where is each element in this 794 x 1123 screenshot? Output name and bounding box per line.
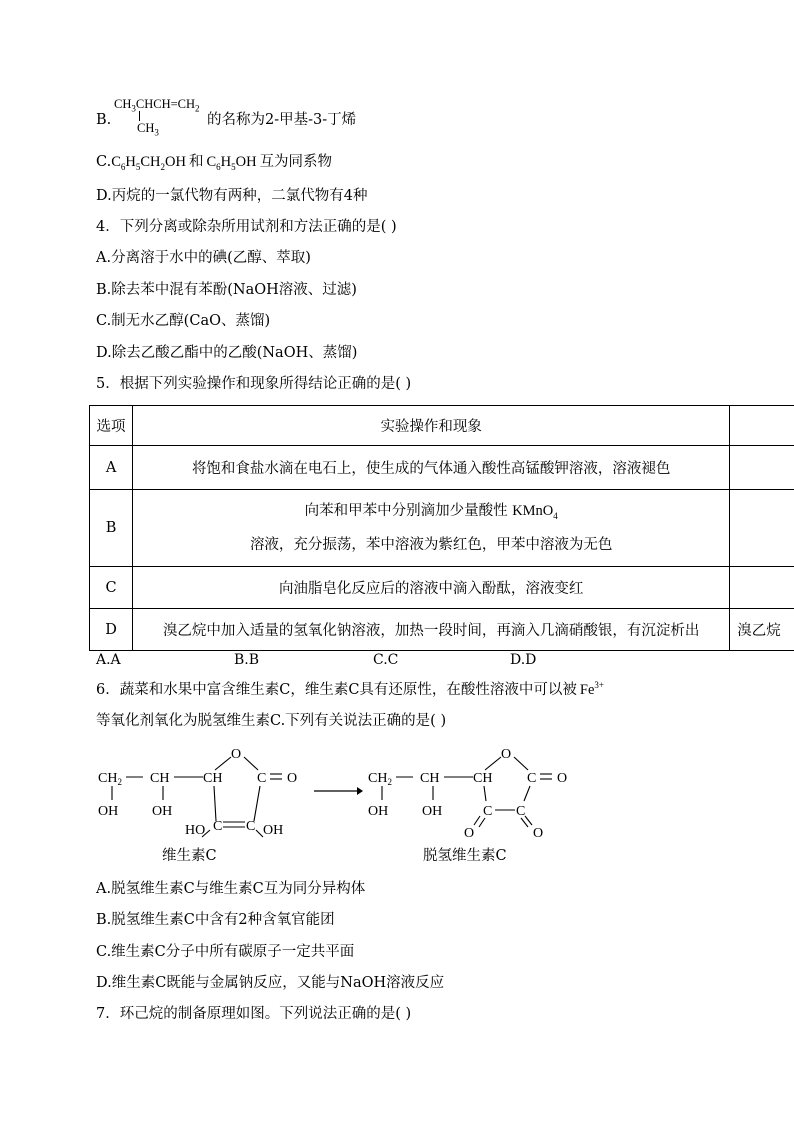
table-header-row: [90, 406, 794, 446]
atom-oh: OH: [152, 804, 173, 819]
q7-stem: 7．环己烷的制备原理如图。下列说法正确的是( ): [96, 1006, 412, 1022]
atom-ch: CH: [473, 771, 493, 786]
atom-o: O: [231, 747, 242, 762]
q6-option-a: A.脱氢维生素C与维生素C互为同分异构体: [96, 881, 366, 897]
q4-option-d: D.除去乙酸乙酯中的乙酸(NaOH、蒸馏): [96, 345, 358, 361]
atom-o: O: [287, 771, 298, 786]
atom-c: C: [246, 819, 256, 834]
q3-option-b-text: 的名称为2-甲基-3-丁烯: [207, 112, 357, 128]
structure-top: $CH_3CHCH=CH_2$: [114, 97, 200, 114]
q6-stem-1: 6．蔬菜和水果中富含维生素C，维生素C具有还原性，在酸性溶液中可以被 $Fe^{3+}$: [96, 680, 604, 698]
q3-option-b-structure: [114, 97, 200, 138]
structure-bottom: $CH_3$: [137, 121, 159, 138]
q3-option-b: [96, 110, 111, 130]
atom-ch: CH: [420, 771, 440, 786]
atom-ch: CH: [203, 771, 223, 786]
q5-answer-c: C.C: [373, 652, 399, 668]
vitamin-c-oh: OH: [263, 823, 284, 838]
q6-stem-2: 等氧化剂氧化为脱氢维生素C.下列有关说法正确的是( ): [96, 713, 447, 729]
q6-option-d: D.维生素C既能与金属钠反应，又能与NaOH溶液反应: [96, 975, 445, 991]
q4-option-a: A.分离溶于水中的碘(乙醇、萃取): [96, 250, 311, 266]
q5-answer-b: B.B: [234, 652, 260, 668]
dehydro-vitamin-c-structure: [360, 740, 590, 850]
table-row: B 向苯和甲苯中分别滴加少量酸性 KMnO$_4$ 溶液，充分振荡，苯中溶液为紫红色，甲苯中溶液为无色: [90, 490, 794, 567]
header-extra: [730, 406, 794, 446]
q4-stem: 4．下列分离或除杂所用试剂和方法正确的是( ): [96, 219, 397, 235]
q5-answer-a: A.A: [96, 652, 121, 668]
atom-o: O: [557, 771, 568, 786]
table-row: C 向油脂皂化反应后的溶液中滴入酚酞，溶液变红: [90, 567, 794, 609]
q4-option-b: B.除去苯中混有苯酚(NaOH溶液、过滤): [96, 282, 357, 298]
q5-table: [89, 405, 794, 651]
header-option: 选项: [90, 406, 133, 446]
q3-option-c: $C.C_6H_5CH_2OH$ 和 $C_6H_5OH$ 互为同系物: [96, 154, 333, 172]
atom-ch2: $CH_2$: [98, 771, 122, 787]
atom-c: C: [516, 804, 526, 819]
atom-c: C: [527, 771, 537, 786]
reaction-arrow-icon: [313, 785, 363, 797]
header-operation: 实验操作和现象: [133, 406, 730, 446]
atom-c: C: [483, 804, 493, 819]
table-row: D 溴乙烷中加入适量的氢氧化钠溶液，加热一段时间，再滴入几滴硝酸银，有沉淀析出 溴乙烷: [90, 609, 794, 651]
ion-fe3: $Fe^{3+}$: [579, 680, 604, 698]
q5-stem: 5．根据下列实验操作和现象所得结论正确的是( ): [96, 376, 412, 392]
formula-phenol: $C_6H_5OH$: [206, 154, 257, 172]
vitamin-c-label: 维生素C: [162, 848, 217, 864]
structure-bond: [139, 111, 140, 121]
atom-oh: OH: [422, 804, 443, 819]
atom-c: C: [213, 819, 223, 834]
q3-option-d: D.丙烷的一氯代物有两种，二氯代物有4种: [96, 188, 368, 204]
atom-o: O: [501, 747, 512, 762]
dehydro-vitamin-c-label: 脱氢维生素C: [423, 848, 507, 864]
formula-kmno4: KMnO$_4$: [512, 503, 558, 521]
table-row: A 将饱和食盐水滴在电石上，使生成的气体通入酸性高锰酸钾溶液，溶液褪色: [90, 446, 794, 490]
atom-c: C: [257, 771, 267, 786]
q6-option-b: B.脱氢维生素C中含有2种含氧官能团: [96, 912, 335, 928]
atom-o: O: [533, 826, 544, 841]
q4-option-c: C.制无水乙醇(CaO、蒸馏): [96, 313, 271, 329]
atom-oh: OH: [368, 804, 389, 819]
option-label: B.: [96, 112, 112, 128]
atom-oh: OH: [98, 804, 119, 819]
q6-option-c: C.维生素C分子中所有碳原子一定共平面: [96, 944, 355, 960]
atom-ch: CH: [150, 771, 170, 786]
atom-ch2: $CH_2$: [368, 771, 392, 787]
formula-benzyl-alcohol: $C_6H_5CH_2OH$: [111, 154, 186, 172]
vitamin-c-ho: HO: [185, 823, 206, 838]
q5-answer-d: D.D: [510, 652, 537, 668]
atom-o: O: [464, 826, 475, 841]
